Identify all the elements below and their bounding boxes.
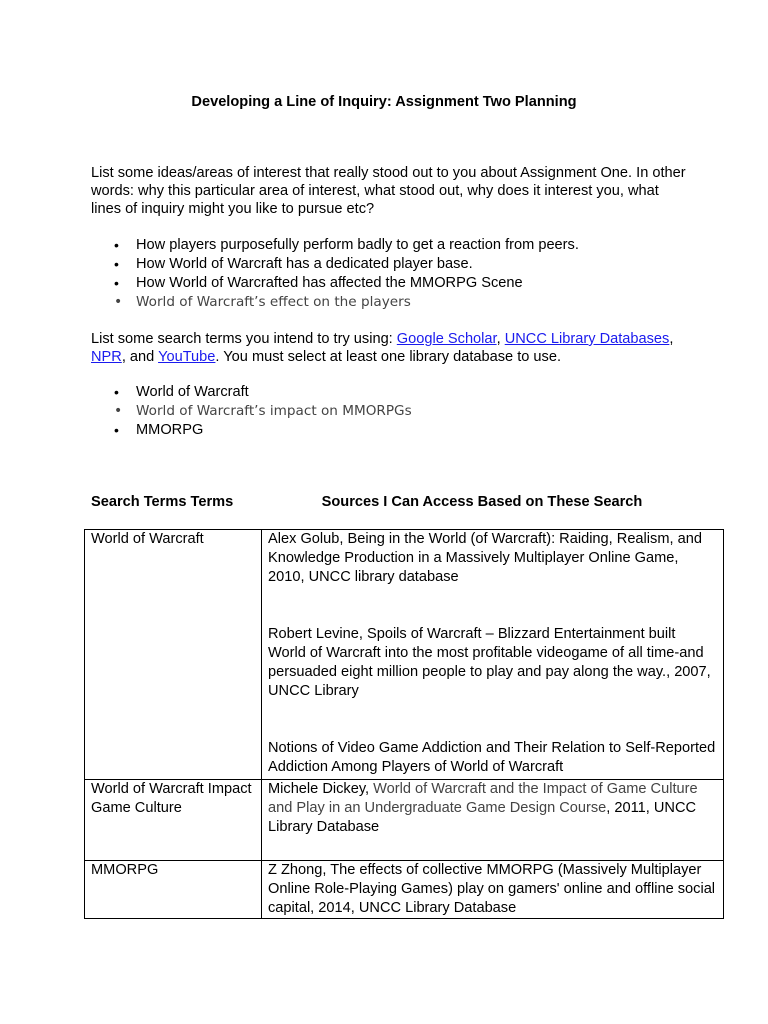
npr-link[interactable]: NPR [91, 349, 122, 365]
list-item: • How players purposefully perform badly to get a reaction from peers. [91, 236, 711, 255]
sources-cell: Z Zhong, The effects of collective MMORPG (Massively Multiplayer Online Role-Playing Games) play on gamers' online and offline social capital, 2014, UNCC Library Database [262, 861, 724, 919]
separator: , [496, 331, 505, 347]
list-item: • MMORPG [91, 421, 711, 440]
header-search-terms: Search Terms Terms [91, 494, 234, 510]
ideas-list [91, 236, 711, 312]
source-entry: Notions of Video Game Addiction and Their Relation to Self-Reported Addiction Among Players of World of Warcraft [268, 740, 716, 775]
youtube-link[interactable]: YouTube [158, 349, 216, 365]
source-entry: Robert Levine, Spoils of Warcraft – Blizzard Entertainment built World of Warcraft into the most profitable videogame of all time-and persuaded eight million people to play and pay along the way., 2007, UNCC Library [268, 626, 711, 699]
list-item: • How World of Warcraft has a dedicated player base. [91, 255, 711, 274]
table-row [85, 530, 724, 780]
search-terms-list [91, 383, 711, 440]
prompt-search-terms [91, 330, 691, 366]
sources-cell [262, 530, 724, 780]
separator: , [669, 331, 674, 347]
source-entry: Alex Golub, Being in the World (of Warcraft): Raiding, Realism, and Knowledge Production in a Massively Multiplayer Online Game, 2010, UNCC library database [268, 531, 702, 585]
source-author: Michele Dickey, [268, 781, 374, 797]
prompt-interests: List some ideas/areas of interest that really stood out to you about Assignment One. In other words: why this particular area of interest, what stood out, why does it interest you, what lines of inquiry might you like to pursue etc? [91, 165, 686, 217]
sources-cell [262, 780, 724, 861]
term-cell: World of Warcraft Impact Game Culture [85, 780, 262, 861]
uncc-library-link[interactable]: UNCC Library Databases [504, 331, 670, 347]
table-row [85, 780, 724, 861]
term-cell: World of Warcraft [85, 530, 262, 780]
source-title: World of Warcraft and the Impact of Game Culture and Play in an Undergraduate Game Design Course [268, 781, 698, 816]
google-scholar-link[interactable]: Google Scholar [396, 331, 497, 347]
prompt-outro: . You must select at least one library database to use. [215, 349, 562, 365]
sources-table [84, 529, 724, 919]
list-item: • World of Warcraft’s effect on the players [91, 293, 711, 312]
table-row [85, 861, 724, 919]
list-item: • World of Warcraft’s impact on MMORPGs [91, 402, 711, 421]
separator: , and [121, 349, 159, 365]
header-sources: Sources I Can Access Based on These Search [321, 494, 643, 510]
document-title: Developing a Line of Inquiry: Assignment Two Planning [191, 94, 577, 110]
prompt-intro: List some search terms you intend to try using: [91, 331, 397, 347]
list-item: • World of Warcraft [91, 383, 711, 402]
source-details: , 2011, UNCC Library Database [268, 800, 697, 835]
term-cell: MMORPG [85, 861, 262, 919]
list-item: • How World of Warcrafted has affected the MMORPG Scene [91, 274, 711, 293]
